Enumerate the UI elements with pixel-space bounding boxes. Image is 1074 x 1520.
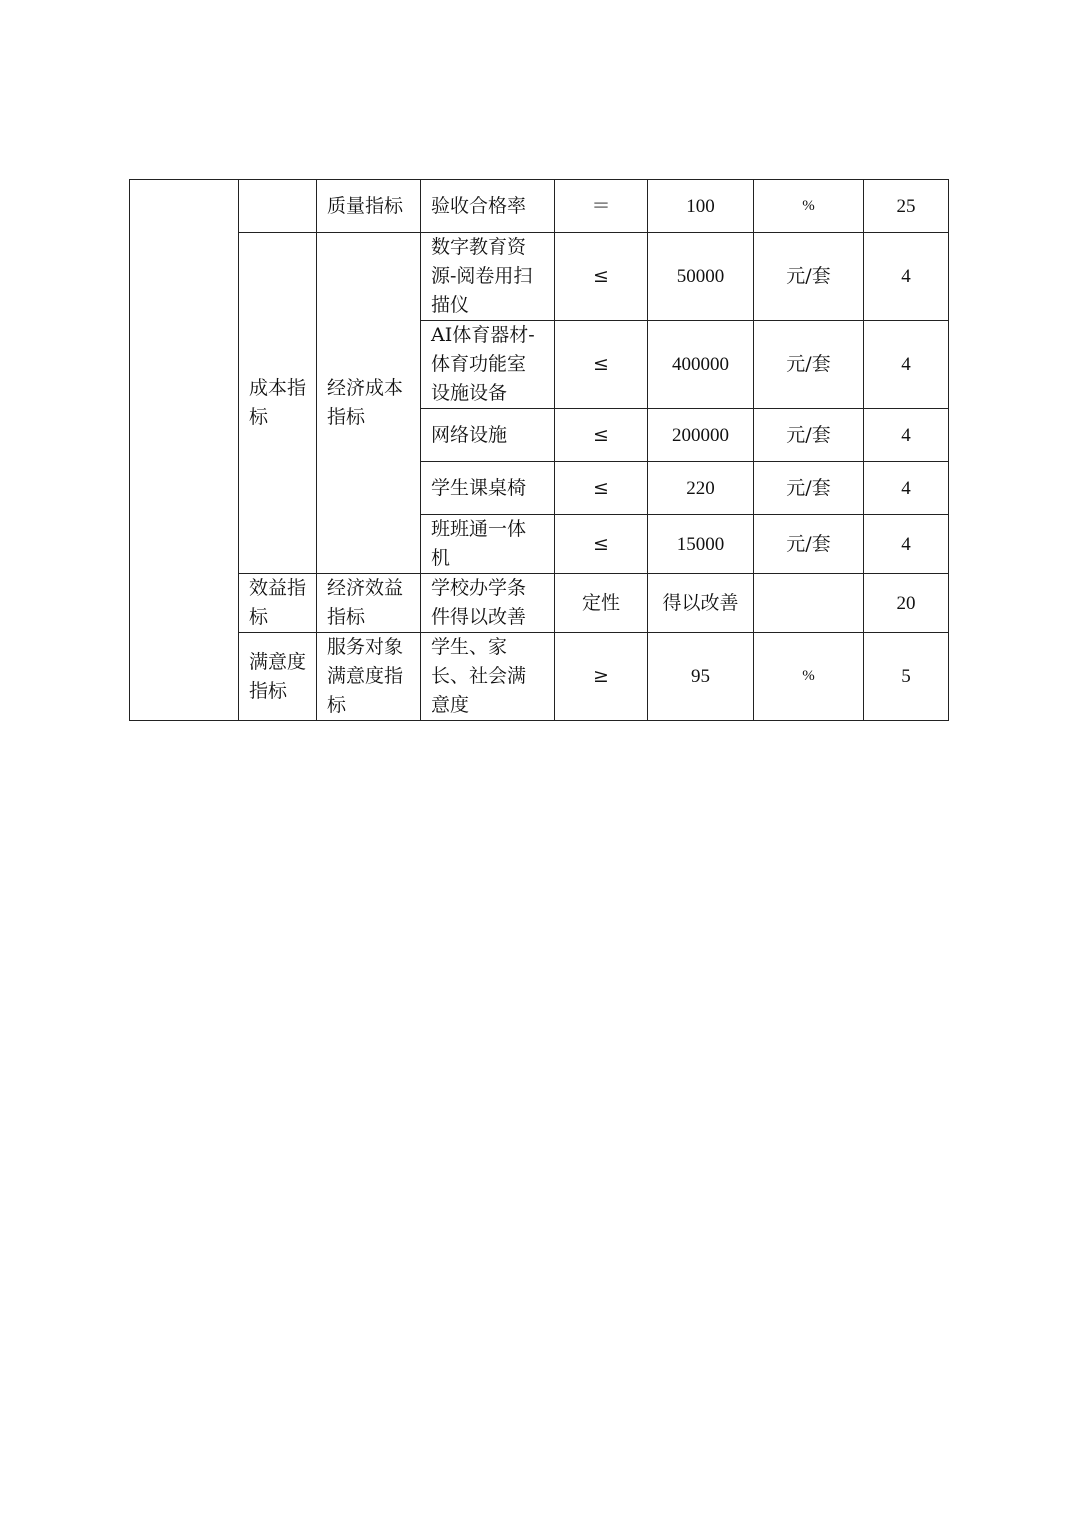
weight-cell: 4 — [864, 409, 949, 462]
operator-cell: ≤ — [555, 462, 648, 515]
indicator-name-cell: 学生课桌椅 — [421, 462, 555, 515]
target-value-cell: 95 — [648, 633, 754, 721]
weight-cell: 20 — [864, 574, 949, 633]
level2-indicator-cell: 质量指标 — [317, 180, 421, 233]
weight-cell: 5 — [864, 633, 949, 721]
target-value-cell: 200000 — [648, 409, 754, 462]
weight-cell: 4 — [864, 462, 949, 515]
weight-cell: 4 — [864, 321, 949, 409]
indicator-name-cell: 学生、家长、社会满意度 — [421, 633, 555, 721]
unit-cell: % — [754, 633, 864, 721]
level1-indicator-cell: 成本指标 — [239, 233, 317, 574]
level1-indicator-cell: 效益指标 — [239, 574, 317, 633]
weight-cell: 4 — [864, 515, 949, 574]
table-row — [130, 233, 949, 321]
unit-cell — [754, 574, 864, 633]
unit-cell: 元/套 — [754, 321, 864, 409]
indicator-name-cell: 数字教育资源-阅卷用扫描仪 — [421, 233, 555, 321]
target-value-cell: 得以改善 — [648, 574, 754, 633]
unit-cell: 元/套 — [754, 409, 864, 462]
unit-cell: % — [754, 180, 864, 233]
operator-cell: ≤ — [555, 409, 648, 462]
table-row — [130, 574, 949, 633]
weight-cell: 25 — [864, 180, 949, 233]
level1-indicator-cell: 满意度指标 — [239, 633, 317, 721]
indicator-name-cell: 网络设施 — [421, 409, 555, 462]
empty-level1-cell — [239, 180, 317, 233]
level2-indicator-cell: 服务对象满意度指标 — [317, 633, 421, 721]
indicator-name-cell: 学校办学条件得以改善 — [421, 574, 555, 633]
level2-indicator-cell: 经济成本指标 — [317, 233, 421, 574]
unit-cell: 元/套 — [754, 462, 864, 515]
empty-category-cell — [130, 180, 239, 721]
indicator-name-cell: 验收合格率 — [421, 180, 555, 233]
target-value-cell: 220 — [648, 462, 754, 515]
performance-indicator-table — [129, 179, 949, 721]
operator-cell: ≥ — [555, 633, 648, 721]
target-value-cell: 400000 — [648, 321, 754, 409]
weight-cell: 4 — [864, 233, 949, 321]
unit-cell: 元/套 — [754, 515, 864, 574]
indicator-name-cell: 班班通一体机 — [421, 515, 555, 574]
indicator-name-cell: AI体育器材-体育功能室设施设备 — [421, 321, 555, 409]
unit-cell: 元/套 — [754, 233, 864, 321]
table-row — [130, 180, 949, 233]
operator-cell: ≤ — [555, 233, 648, 321]
level2-indicator-cell: 经济效益指标 — [317, 574, 421, 633]
operator-cell: ≤ — [555, 321, 648, 409]
target-value-cell: 50000 — [648, 233, 754, 321]
target-value-cell: 100 — [648, 180, 754, 233]
table-row — [130, 633, 949, 721]
operator-cell: ≤ — [555, 515, 648, 574]
operator-cell: ＝ — [555, 180, 648, 233]
target-value-cell: 15000 — [648, 515, 754, 574]
operator-cell: 定性 — [555, 574, 648, 633]
